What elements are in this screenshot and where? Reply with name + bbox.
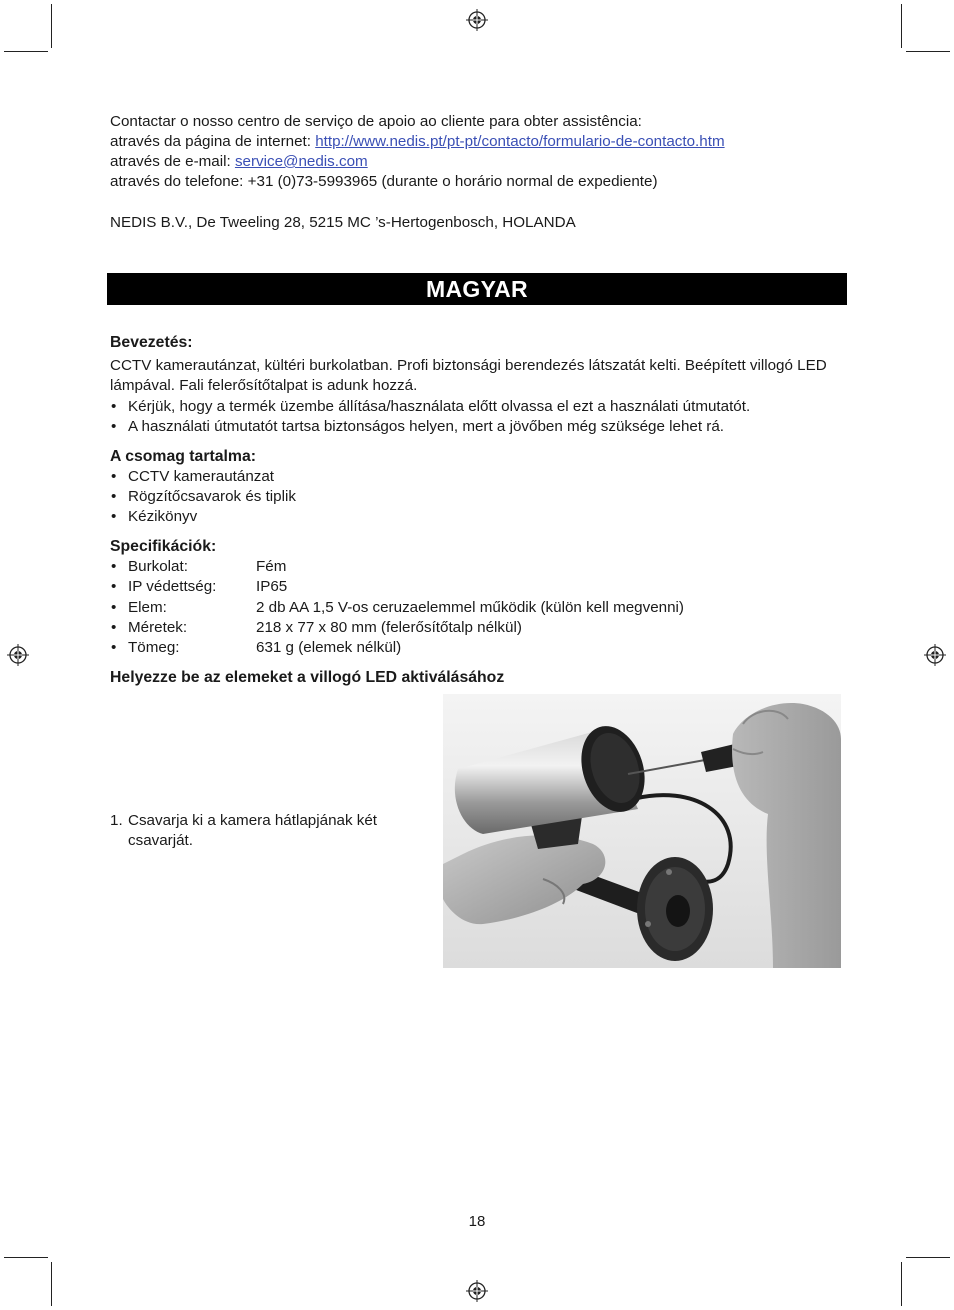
spec-label: Burkolat: <box>128 557 188 575</box>
list-item: • A használati útmutatót tartsa biztonságos helyen, mert a jövőben még szüksége lehet rá. <box>110 417 850 437</box>
contact-email-line <box>110 152 830 172</box>
list-item: • Rögzítőcsavarok és tiplik <box>110 487 850 507</box>
contact-email-label: através de e-mail: <box>110 153 235 170</box>
spec-row <box>110 638 850 658</box>
page-number: 18 <box>468 1213 486 1230</box>
registration-mark-icon <box>466 1280 488 1302</box>
intro-bullets <box>110 397 850 438</box>
list-item: • Kérjük, hogy a termék üzembe állítása/használata előtt olvassa el ezt a használati útmutatót. <box>110 397 850 417</box>
company-address: NEDIS B.V., De Tweeling 28, 5215 MC ’s-Hertogenbosch, HOLANDA <box>110 214 576 231</box>
registration-mark-icon <box>924 644 946 666</box>
intro-text: CCTV kamerautánzat, kültéri burkolatban. Profi biztonsági berendezés látszatát kelti. Beépített villogó LED lámpával. Fali felerősítőtalpat is adunk hozzá. <box>110 357 827 395</box>
spec-label: Elem: <box>128 598 167 616</box>
crop-mark <box>906 1257 950 1258</box>
spec-label: Méretek: <box>128 619 188 637</box>
step-text: Csavarja ki a kamera hátlapjának két csavarját. <box>128 812 378 850</box>
spec-row <box>110 557 850 577</box>
list-item: • Kézikönyv <box>110 507 850 527</box>
spec-value: 631 g (elemek nélkül) <box>256 639 402 657</box>
contact-intro: Contactar o nosso centro de serviço de apoio ao cliente para obter assistência: <box>110 113 642 130</box>
contact-web-link[interactable]: http://www.nedis.pt/pt-pt/contacto/formulario-de-contacto.htm <box>315 133 725 150</box>
crop-mark <box>901 4 902 48</box>
crop-mark <box>51 4 52 48</box>
registration-mark-icon <box>7 644 29 666</box>
package-heading: A csomag tartalma: <box>110 447 257 465</box>
crop-mark <box>51 1262 52 1306</box>
contact-phone: através do telefone: +31 (0)73-5993965 (durante o horário normal de expediente) <box>110 173 658 190</box>
crop-mark <box>4 1257 48 1258</box>
spec-value: Fém <box>256 557 287 575</box>
list-item: • CCTV kamerautánzat <box>110 467 850 487</box>
contact-email-link[interactable]: service@nedis.com <box>234 153 368 170</box>
step-number: 1. <box>110 812 123 829</box>
spec-label: Tömeg: <box>128 639 180 657</box>
step-1 <box>110 811 410 852</box>
contact-web-line <box>110 132 830 152</box>
specs-heading: Specifikációk: <box>110 537 217 555</box>
crop-mark <box>906 51 950 52</box>
spec-value: 218 x 77 x 80 mm (felerősítőtalp nélkül) <box>256 619 522 637</box>
specs-list <box>110 557 850 659</box>
manual-content <box>110 333 850 688</box>
camera-photo <box>443 694 841 968</box>
intro-heading: Bevezetés: <box>110 334 193 351</box>
spec-value: 2 db AA 1,5 V-os ceruzaelemmel működik (külön kell megvenni) <box>256 598 684 616</box>
spec-label: IP védettség: <box>128 578 217 596</box>
section-title: MAGYAR <box>107 273 847 305</box>
spec-value: IP65 <box>256 578 288 596</box>
contact-block <box>110 112 830 192</box>
spec-row <box>110 618 850 638</box>
crop-mark <box>4 51 48 52</box>
spec-row <box>110 598 850 618</box>
crop-mark <box>901 1262 902 1306</box>
battery-heading: Helyezze be az elemeket a villogó LED aktiválásához <box>110 668 505 686</box>
registration-mark-icon <box>466 9 488 31</box>
spec-row <box>110 577 850 597</box>
package-list <box>110 467 850 528</box>
contact-web-label: através da página de internet: <box>110 133 316 150</box>
